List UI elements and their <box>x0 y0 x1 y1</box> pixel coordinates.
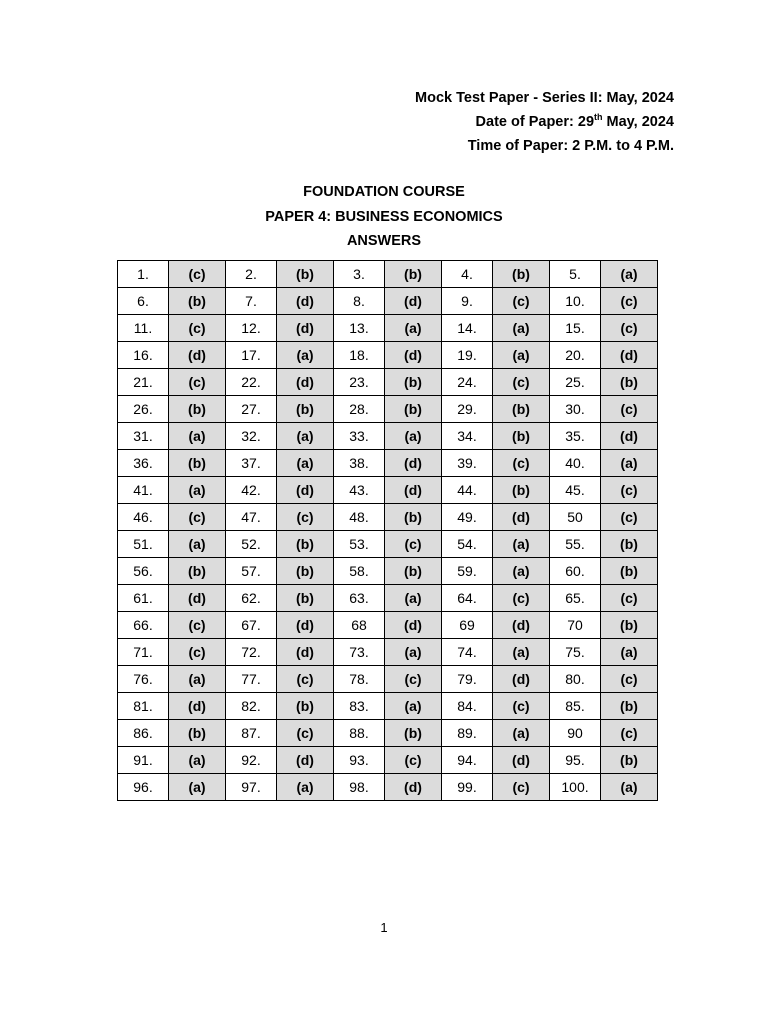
answer-option: (a) <box>277 423 334 450</box>
question-number: 5. <box>550 261 601 288</box>
question-number: 43. <box>334 477 385 504</box>
answer-option: (a) <box>277 774 334 801</box>
question-number: 42. <box>226 477 277 504</box>
answer-option: (c) <box>601 477 658 504</box>
question-number: 79. <box>442 666 493 693</box>
answer-option: (b) <box>169 720 226 747</box>
question-number: 87. <box>226 720 277 747</box>
question-number: 44. <box>442 477 493 504</box>
question-number: 69 <box>442 612 493 639</box>
question-number: 7. <box>226 288 277 315</box>
question-number: 60. <box>550 558 601 585</box>
question-number: 32. <box>226 423 277 450</box>
question-number: 46. <box>118 504 169 531</box>
answer-option: (d) <box>277 369 334 396</box>
question-number: 29. <box>442 396 493 423</box>
question-number: 39. <box>442 450 493 477</box>
answer-option: (b) <box>601 693 658 720</box>
question-number: 21. <box>118 369 169 396</box>
answer-option: (d) <box>277 747 334 774</box>
question-number: 86. <box>118 720 169 747</box>
question-number: 10. <box>550 288 601 315</box>
date-ordinal: th <box>594 112 603 123</box>
table-row <box>118 477 658 504</box>
table-row <box>118 558 658 585</box>
answer-option: (d) <box>277 639 334 666</box>
question-number: 93. <box>334 747 385 774</box>
question-number: 48. <box>334 504 385 531</box>
page-number: 1 <box>380 920 388 935</box>
question-number: 15. <box>550 315 601 342</box>
question-number: 64. <box>442 585 493 612</box>
answer-option: (c) <box>277 504 334 531</box>
title-block <box>0 180 768 254</box>
answer-option: (b) <box>277 585 334 612</box>
answer-option: (a) <box>169 747 226 774</box>
answer-option: (d) <box>493 747 550 774</box>
answer-option: (a) <box>169 666 226 693</box>
answer-option: (b) <box>169 558 226 585</box>
answer-option: (b) <box>601 369 658 396</box>
question-number: 91. <box>118 747 169 774</box>
question-number: 4. <box>442 261 493 288</box>
question-number: 63. <box>334 585 385 612</box>
answer-key-table <box>117 260 658 801</box>
answer-option: (a) <box>601 450 658 477</box>
answer-option: (d) <box>169 693 226 720</box>
table-row <box>118 288 658 315</box>
question-number: 73. <box>334 639 385 666</box>
answer-option: (d) <box>493 666 550 693</box>
answer-option: (d) <box>169 342 226 369</box>
answer-option: (b) <box>601 531 658 558</box>
answer-option: (a) <box>169 531 226 558</box>
answer-option: (a) <box>493 720 550 747</box>
answer-option: (a) <box>277 450 334 477</box>
answer-option: (a) <box>493 342 550 369</box>
answer-option: (d) <box>277 288 334 315</box>
question-number: 82. <box>226 693 277 720</box>
question-number: 41. <box>118 477 169 504</box>
question-number: 94. <box>442 747 493 774</box>
question-number: 50 <box>550 504 601 531</box>
question-number: 36. <box>118 450 169 477</box>
question-number: 25. <box>550 369 601 396</box>
question-number: 54. <box>442 531 493 558</box>
answer-option: (c) <box>169 315 226 342</box>
question-number: 11. <box>118 315 169 342</box>
question-number: 49. <box>442 504 493 531</box>
question-number: 99. <box>442 774 493 801</box>
question-number: 53. <box>334 531 385 558</box>
answer-option: (d) <box>385 477 442 504</box>
answer-option: (c) <box>493 693 550 720</box>
answer-option: (b) <box>601 558 658 585</box>
answer-option: (c) <box>493 369 550 396</box>
date-suffix: May, 2024 <box>602 114 674 130</box>
question-number: 95. <box>550 747 601 774</box>
table-row <box>118 261 658 288</box>
answer-option: (c) <box>385 666 442 693</box>
answer-option: (b) <box>385 558 442 585</box>
answer-option: (a) <box>385 423 442 450</box>
answer-option: (b) <box>169 450 226 477</box>
table-row <box>118 585 658 612</box>
question-number: 37. <box>226 450 277 477</box>
answer-option: (b) <box>385 369 442 396</box>
question-number: 100. <box>550 774 601 801</box>
answer-option: (b) <box>385 396 442 423</box>
answer-option: (a) <box>601 261 658 288</box>
answer-option: (d) <box>493 612 550 639</box>
answer-option: (c) <box>493 450 550 477</box>
answer-option: (c) <box>601 720 658 747</box>
paper-header <box>415 86 674 158</box>
table-row <box>118 639 658 666</box>
answer-option: (a) <box>169 477 226 504</box>
answer-option: (a) <box>601 639 658 666</box>
answer-option: (b) <box>277 693 334 720</box>
answer-option: (d) <box>493 504 550 531</box>
question-number: 66. <box>118 612 169 639</box>
question-number: 59. <box>442 558 493 585</box>
answer-option: (b) <box>493 396 550 423</box>
answer-option: (c) <box>601 315 658 342</box>
answer-option: (c) <box>493 288 550 315</box>
answer-option: (c) <box>601 504 658 531</box>
answer-option: (a) <box>385 315 442 342</box>
question-number: 35. <box>550 423 601 450</box>
answer-option: (c) <box>601 585 658 612</box>
answer-option: (b) <box>169 396 226 423</box>
answer-option: (a) <box>493 639 550 666</box>
answer-option: (d) <box>601 342 658 369</box>
question-number: 75. <box>550 639 601 666</box>
section-title: ANSWERS <box>346 233 422 249</box>
question-number: 98. <box>334 774 385 801</box>
answer-option: (c) <box>277 720 334 747</box>
question-number: 45. <box>550 477 601 504</box>
question-number: 30. <box>550 396 601 423</box>
answer-option: (a) <box>493 315 550 342</box>
question-number: 16. <box>118 342 169 369</box>
table-row <box>118 504 658 531</box>
question-number: 57. <box>226 558 277 585</box>
question-number: 23. <box>334 369 385 396</box>
course-title: FOUNDATION COURSE <box>303 184 465 200</box>
answer-option: (b) <box>493 477 550 504</box>
table-row <box>118 531 658 558</box>
question-number: 13. <box>334 315 385 342</box>
question-number: 78. <box>334 666 385 693</box>
question-number: 9. <box>442 288 493 315</box>
table-row <box>118 693 658 720</box>
question-number: 2. <box>226 261 277 288</box>
answer-option: (c) <box>169 261 226 288</box>
table-row <box>118 720 658 747</box>
question-number: 68 <box>334 612 385 639</box>
answer-option: (c) <box>493 585 550 612</box>
series-line: Mock Test Paper - Series II: May, 2024 <box>415 90 674 106</box>
question-number: 61. <box>118 585 169 612</box>
answer-option: (d) <box>277 315 334 342</box>
question-number: 40. <box>550 450 601 477</box>
table-row <box>118 315 658 342</box>
answer-option: (b) <box>601 747 658 774</box>
paper-title: PAPER 4: BUSINESS ECONOMICS <box>265 208 503 225</box>
answer-option: (c) <box>493 774 550 801</box>
answer-option: (b) <box>601 612 658 639</box>
question-number: 14. <box>442 315 493 342</box>
answer-option: (c) <box>385 747 442 774</box>
question-number: 89. <box>442 720 493 747</box>
question-number: 77. <box>226 666 277 693</box>
question-number: 92. <box>226 747 277 774</box>
answer-option: (b) <box>277 261 334 288</box>
question-number: 17. <box>226 342 277 369</box>
question-number: 22. <box>226 369 277 396</box>
question-number: 26. <box>118 396 169 423</box>
question-number: 34. <box>442 423 493 450</box>
question-number: 90 <box>550 720 601 747</box>
answer-option: (a) <box>385 585 442 612</box>
answer-option: (b) <box>493 423 550 450</box>
answer-option: (a) <box>493 531 550 558</box>
question-number: 70 <box>550 612 601 639</box>
question-number: 88. <box>334 720 385 747</box>
answer-option: (b) <box>277 396 334 423</box>
table-row <box>118 396 658 423</box>
answer-option: (d) <box>385 774 442 801</box>
question-number: 31. <box>118 423 169 450</box>
answer-option: (a) <box>385 639 442 666</box>
table-row <box>118 612 658 639</box>
question-number: 72. <box>226 639 277 666</box>
question-number: 52. <box>226 531 277 558</box>
question-number: 62. <box>226 585 277 612</box>
question-number: 19. <box>442 342 493 369</box>
question-number: 38. <box>334 450 385 477</box>
question-number: 96. <box>118 774 169 801</box>
question-number: 55. <box>550 531 601 558</box>
answer-option: (d) <box>277 477 334 504</box>
question-number: 83. <box>334 693 385 720</box>
answer-option: (b) <box>385 504 442 531</box>
answer-option: (b) <box>277 531 334 558</box>
answer-option: (a) <box>169 774 226 801</box>
question-number: 28. <box>334 396 385 423</box>
question-number: 58. <box>334 558 385 585</box>
table-row <box>118 423 658 450</box>
question-number: 51. <box>118 531 169 558</box>
answer-option: (a) <box>385 693 442 720</box>
answer-option: (b) <box>493 261 550 288</box>
question-number: 1. <box>118 261 169 288</box>
answer-option: (c) <box>601 666 658 693</box>
answer-option: (a) <box>601 774 658 801</box>
answer-option: (c) <box>169 612 226 639</box>
question-number: 3. <box>334 261 385 288</box>
answer-option: (c) <box>385 531 442 558</box>
table-row <box>118 774 658 801</box>
question-number: 6. <box>118 288 169 315</box>
question-number: 20. <box>550 342 601 369</box>
answer-option: (c) <box>169 504 226 531</box>
date-line <box>415 110 674 134</box>
answer-option: (a) <box>277 342 334 369</box>
question-number: 84. <box>442 693 493 720</box>
question-number: 76. <box>118 666 169 693</box>
time-line: Time of Paper: 2 P.M. to 4 P.M. <box>467 138 674 154</box>
question-number: 65. <box>550 585 601 612</box>
question-number: 33. <box>334 423 385 450</box>
answer-option: (d) <box>601 423 658 450</box>
question-number: 12. <box>226 315 277 342</box>
question-number: 67. <box>226 612 277 639</box>
table-row <box>118 369 658 396</box>
answer-option: (b) <box>385 720 442 747</box>
answer-option: (c) <box>169 639 226 666</box>
answer-option: (d) <box>277 612 334 639</box>
answer-option: (d) <box>385 612 442 639</box>
question-number: 27. <box>226 396 277 423</box>
question-number: 80. <box>550 666 601 693</box>
date-prefix: Date of Paper: 29 <box>475 114 595 130</box>
question-number: 85. <box>550 693 601 720</box>
table-row <box>118 450 658 477</box>
answer-option: (d) <box>385 342 442 369</box>
question-number: 18. <box>334 342 385 369</box>
answer-option: (a) <box>169 423 226 450</box>
answer-option: (c) <box>277 666 334 693</box>
question-number: 74. <box>442 639 493 666</box>
table-row <box>118 747 658 774</box>
table-row <box>118 666 658 693</box>
question-number: 8. <box>334 288 385 315</box>
answer-option: (d) <box>169 585 226 612</box>
question-number: 97. <box>226 774 277 801</box>
table-row <box>118 342 658 369</box>
question-number: 56. <box>118 558 169 585</box>
answer-option: (d) <box>385 450 442 477</box>
answer-option: (b) <box>385 261 442 288</box>
answer-option: (a) <box>493 558 550 585</box>
answer-option: (c) <box>601 288 658 315</box>
answer-option: (c) <box>169 369 226 396</box>
answer-option: (b) <box>277 558 334 585</box>
question-number: 81. <box>118 693 169 720</box>
question-number: 47. <box>226 504 277 531</box>
answer-key-body <box>118 261 658 801</box>
answer-option: (c) <box>601 396 658 423</box>
answer-option: (b) <box>169 288 226 315</box>
question-number: 24. <box>442 369 493 396</box>
question-number: 71. <box>118 639 169 666</box>
answer-option: (d) <box>385 288 442 315</box>
